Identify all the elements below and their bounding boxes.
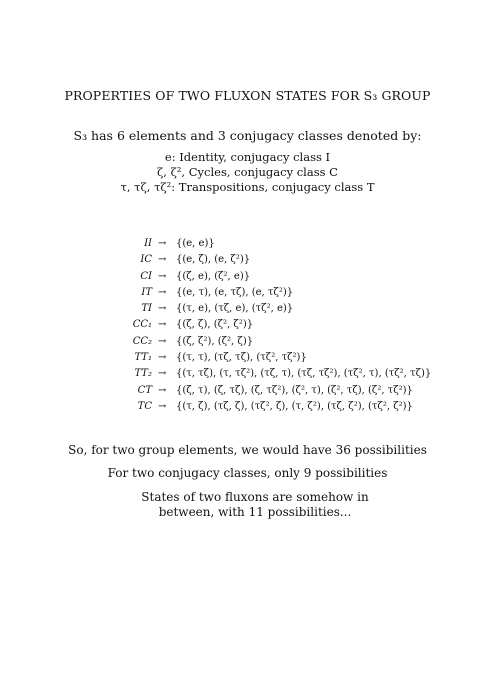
table-row bbox=[0, 254, 495, 270]
table-row bbox=[0, 271, 495, 287]
arrow-icon: → bbox=[158, 286, 167, 298]
definition-cycles: ζ, ζ², Cycles, conjugacy class C bbox=[157, 165, 338, 179]
table-row bbox=[0, 336, 495, 352]
table-row bbox=[0, 401, 495, 417]
intro-text: S₃ has 6 elements and 3 conjugacy classes denoted by: bbox=[73, 128, 422, 143]
definition-identity: e: Identity, conjugacy class I bbox=[164, 150, 331, 164]
row-label: CT bbox=[137, 384, 152, 396]
conclusion-elements: So, for two group elements, we would have 36 possibilities bbox=[68, 443, 427, 457]
conclusion-classes: For two conjugacy classes, only 9 possibilities bbox=[107, 466, 388, 480]
row-value: {(e, ζ), (e, ζ²)} bbox=[176, 254, 251, 266]
arrow-icon: → bbox=[158, 335, 167, 347]
row-value: {(τ, τζ), (τ, τζ²), (τζ, τ), (τζ, τζ²), (τζ², τ), (τζ², τζ)} bbox=[176, 368, 432, 380]
row-label: CC₁ bbox=[132, 319, 152, 331]
row-value: {(ζ, e), (ζ², e)} bbox=[176, 270, 251, 282]
row-label: IC bbox=[140, 254, 152, 266]
arrow-icon: → bbox=[158, 238, 167, 249]
row-value: {(e, e)} bbox=[176, 238, 215, 249]
row-label: IT bbox=[141, 286, 152, 298]
table-row bbox=[0, 287, 495, 303]
row-label: TT₂ bbox=[134, 368, 152, 380]
arrow-icon: → bbox=[158, 303, 167, 315]
row-label: TI bbox=[141, 303, 152, 315]
row-value: {(e, τ), (e, τζ), (e, τζ²)} bbox=[176, 286, 294, 298]
arrow-icon: → bbox=[158, 384, 167, 396]
arrow-icon: → bbox=[158, 270, 167, 282]
row-label: TC bbox=[137, 400, 152, 412]
row-value: {(ζ, ζ²), (ζ², ζ)} bbox=[176, 335, 254, 347]
row-label: CC₂ bbox=[132, 335, 152, 347]
table-row bbox=[0, 238, 495, 254]
table-row bbox=[0, 352, 495, 368]
table-row bbox=[0, 385, 495, 401]
table-row bbox=[0, 303, 495, 319]
row-value: {(ζ, ζ), (ζ², ζ²)} bbox=[176, 319, 254, 331]
definition-transpositions: τ, τζ, τζ²: Transpositions, conjugacy class T bbox=[120, 180, 375, 194]
conclusion-fluxons: States of two fluxons are somehow in between, with 11 possibilities... bbox=[141, 490, 369, 519]
arrow-icon: → bbox=[158, 368, 167, 380]
table-row bbox=[0, 368, 495, 384]
page-title: PROPERTIES OF TWO FLUXON STATES FOR S₃ GROUP bbox=[64, 88, 431, 103]
row-value: {(ζ, τ), (ζ, τζ), (ζ, τζ²), (ζ², τ), (ζ², τζ), (ζ², τζ²)} bbox=[176, 384, 413, 396]
state-table bbox=[0, 238, 495, 417]
row-label: II bbox=[144, 238, 152, 249]
row-value: {(τ, τ), (τζ, τζ), (τζ², τζ²)} bbox=[176, 352, 307, 364]
arrow-icon: → bbox=[158, 319, 167, 331]
table-row bbox=[0, 319, 495, 335]
row-value: {(τ, ζ), (τζ, ζ), (τζ², ζ), (τ, ζ²), (τζ, ζ²), (τζ², ζ²)} bbox=[176, 400, 413, 412]
arrow-icon: → bbox=[158, 254, 167, 266]
arrow-icon: → bbox=[158, 400, 167, 412]
arrow-icon: → bbox=[158, 352, 167, 364]
row-label: TT₁ bbox=[134, 352, 152, 364]
row-value: {(τ, e), (τζ, e), (τζ², e)} bbox=[176, 303, 294, 315]
row-label: CI bbox=[140, 270, 152, 282]
